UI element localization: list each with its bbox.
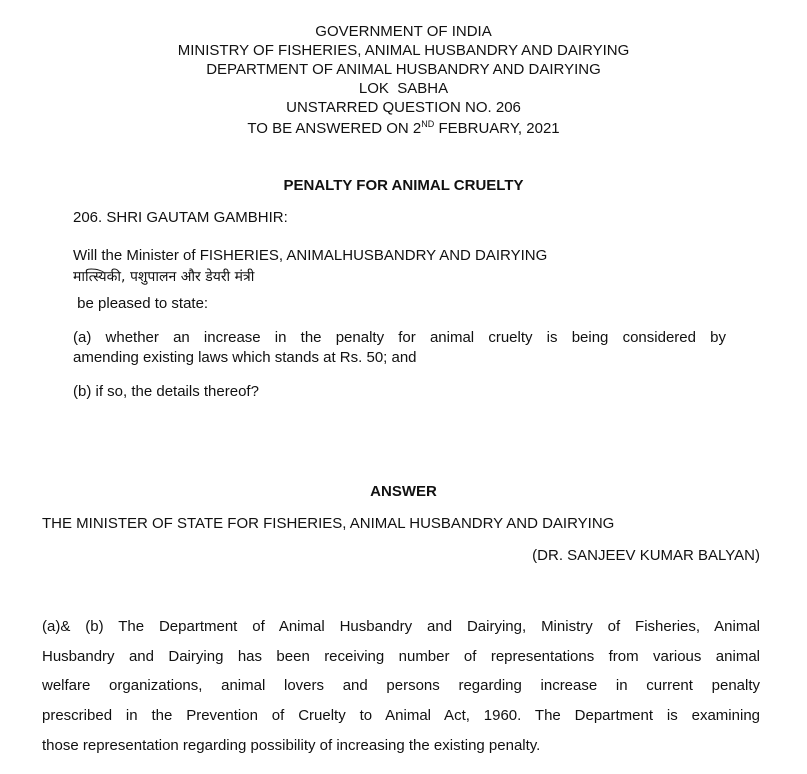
answer-body bbox=[42, 612, 760, 761]
answer-line: Husbandry and Dairying has been receiving number of representations from various animal bbox=[42, 647, 760, 665]
header-house: LOK SABHA bbox=[358, 80, 449, 97]
question-title: PENALTY FOR ANIMAL CRUELTY bbox=[283, 177, 524, 194]
answer-line: (a)& (b) The Department of Animal Husbandry and Dairying, Ministry of Fisheries, Animal bbox=[42, 618, 760, 635]
date-suffix: FEBRUARY, 2021 bbox=[434, 120, 560, 137]
member-name: 206. SHRI GAUTAM GAMBHIR: bbox=[73, 209, 288, 226]
date-superscript: ND bbox=[421, 119, 435, 129]
question-part-a bbox=[73, 328, 726, 347]
answer-line: those representation regarding possibility of increasing the existing penalty. bbox=[42, 736, 541, 754]
header-question-number: UNSTARRED QUESTION NO. 206 bbox=[286, 99, 521, 116]
pleased-to-state-line: be pleased to state: bbox=[73, 295, 209, 312]
will-minister-line: Will the Minister of FISHERIES, ANIMALHUSBANDRY AND DAIRYING bbox=[73, 247, 548, 264]
header-department: DEPARTMENT OF ANIMAL HUSBANDRY AND DAIRYING bbox=[206, 61, 601, 78]
date-prefix: TO BE ANSWERED ON 2 bbox=[247, 120, 422, 137]
question-part-b: (b) if so, the details thereof? bbox=[73, 383, 259, 400]
header-government: GOVERNMENT OF INDIA bbox=[315, 23, 492, 40]
hindi-minister-line: मात्स्यिकी, पशुपालन और डेयरी मंत्री bbox=[73, 269, 255, 285]
answer-line: prescribed in the Prevention of Cruelty to Animal Act, 1960. The Department is examining bbox=[42, 707, 760, 725]
answer-heading: ANSWER bbox=[370, 483, 437, 500]
answering-minister: THE MINISTER OF STATE FOR FISHERIES, ANIMAL HUSBANDRY AND DAIRYING bbox=[42, 515, 615, 532]
header-ministry: MINISTRY OF FISHERIES, ANIMAL HUSBANDRY AND DAIRYING bbox=[177, 42, 630, 59]
minister-name: (DR. SANJEEV KUMAR BALYAN) bbox=[532, 547, 760, 564]
header-answer-date bbox=[0, 119, 807, 138]
part-a-line-2: amending existing laws which stands at Rs. 50; and bbox=[73, 349, 417, 366]
part-a-line-1: (a) whether an increase in the penalty for animal cruelty is being considered by bbox=[73, 329, 726, 346]
answer-line: welfare organizations, animal lovers and persons regarding increase in current penalty bbox=[42, 677, 760, 695]
